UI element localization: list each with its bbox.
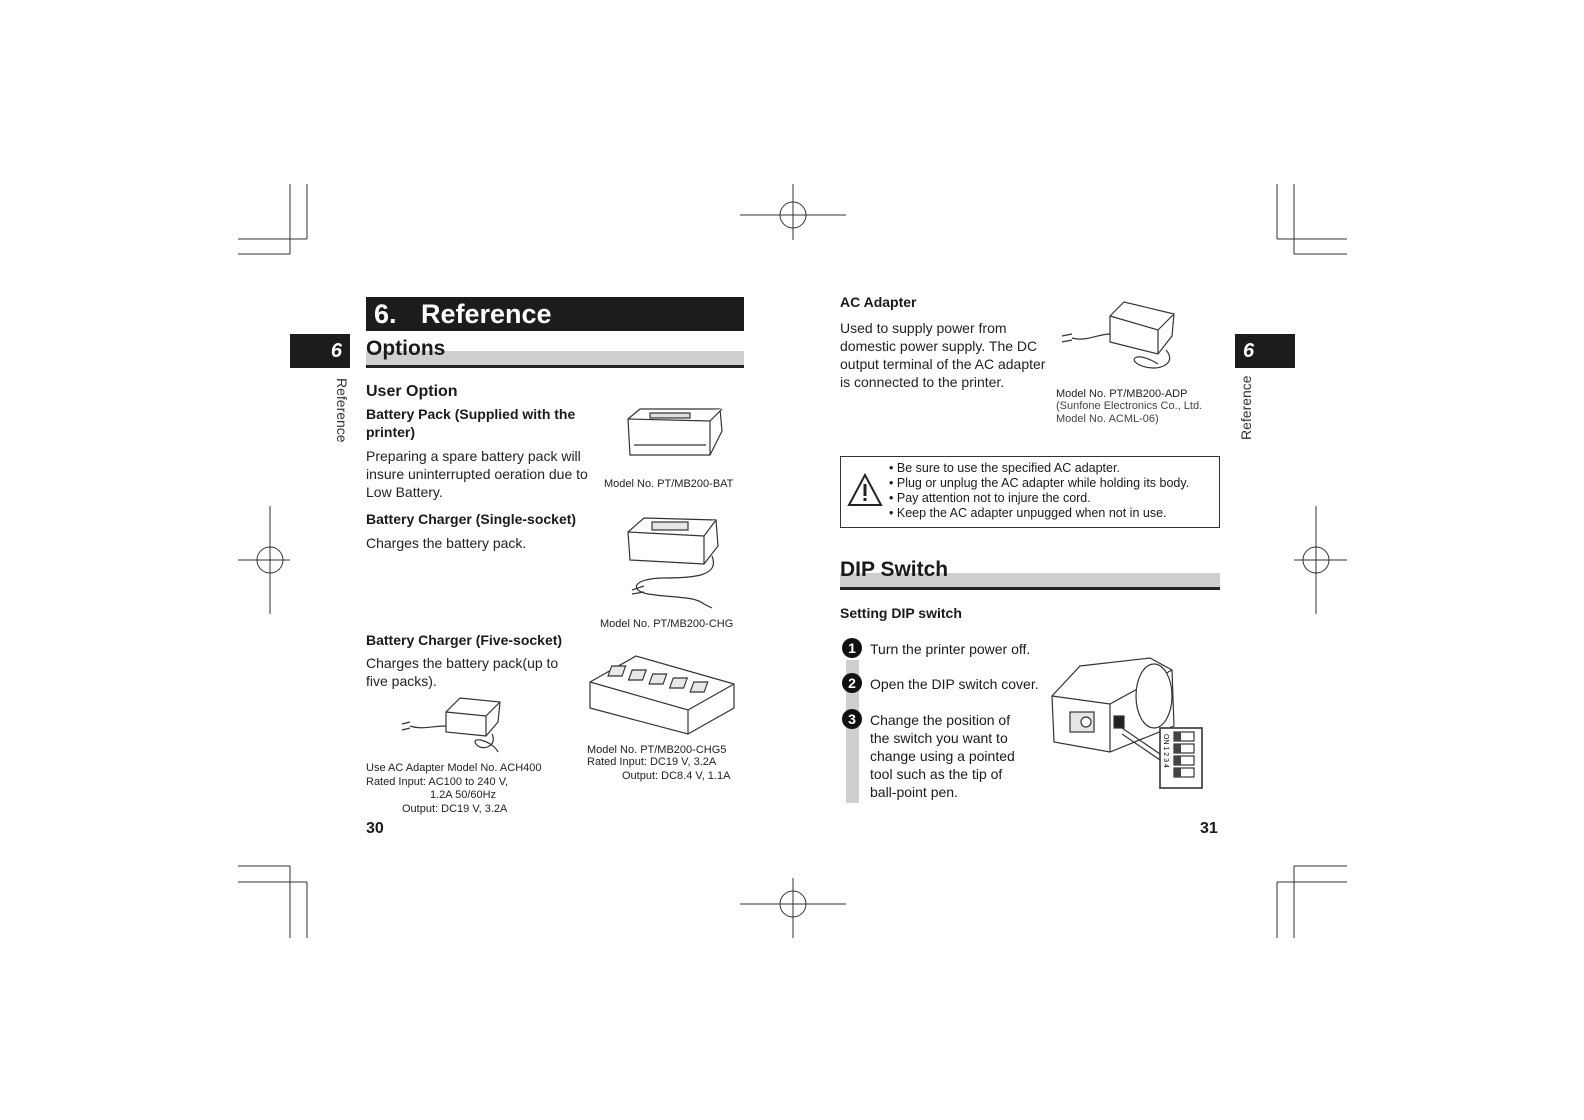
step-number: 3	[842, 709, 862, 729]
charger-single-heading: Battery Charger (Single-socket)	[366, 511, 577, 527]
adapter-note-4: Output: DC19 V, 3.2A	[402, 803, 508, 815]
dip-switch-labels: ON 1 2 3 4	[1162, 734, 1169, 768]
section-title-options: Options	[366, 337, 446, 360]
chapter-banner	[366, 297, 744, 331]
side-label-right: Reference	[1238, 375, 1254, 440]
ac-adapter-text: Used to supply power from domestic power supply. The DC output terminal of the AC adapter is connected to the printer.	[840, 320, 1046, 390]
charger-five-caption-3: Output: DC8.4 V, 1.1A	[622, 770, 731, 782]
step-number: 1	[842, 638, 862, 658]
section-title-dip: DIP Switch	[840, 558, 949, 581]
adapter-note-2: Rated Input: AC100 to 240 V,	[366, 776, 509, 788]
chapter-number: 6.	[374, 299, 397, 329]
battery-pack-heading: Battery Pack (Supplied with the printer)	[366, 406, 576, 440]
caution-box	[840, 456, 1220, 528]
ac-adapter-heading: AC Adapter	[840, 296, 917, 310]
dip-subheading: Setting DIP switch	[840, 605, 962, 621]
step-text: Turn the printer power off.	[870, 641, 1031, 657]
chapter-title: Reference	[421, 299, 552, 329]
charger-five-image	[586, 654, 738, 738]
adapter-note-3: 1.2A 50/60Hz	[430, 789, 497, 801]
chapter-tab-right: 6	[1235, 334, 1295, 368]
battery-pack-text: Preparing a spare battery pack will insure uninterrupted oeration due to Low Battery.	[366, 448, 588, 500]
ac-adapter-caption-2: (Sunfone Electronics Co., Ltd.	[1056, 400, 1203, 412]
charger-single-caption: Model No. PT/MB200-CHG	[600, 618, 734, 630]
battery-pack-image	[620, 405, 730, 463]
charger-single-image	[624, 516, 728, 616]
page-number-left: 30	[366, 820, 384, 837]
ac-adapter-image-left	[402, 696, 532, 760]
user-option-heading: User Option	[366, 383, 458, 400]
charger-five-heading: Battery Charger (Five-socket)	[366, 632, 563, 648]
ac-adapter-caption-3: Model No. ACML-06)	[1056, 413, 1159, 425]
chapter-tab-left: 6	[290, 334, 350, 368]
caution-item: • Pay attention not to injure the cord.	[889, 491, 1189, 506]
step-text: Change the position of the switch you want to change using a pointed tool such as the tip of ball-point pen.	[870, 712, 1015, 800]
ac-adapter-image-right	[1062, 302, 1182, 374]
ac-adapter-caption-1: Model No. PT/MB200-ADP	[1056, 388, 1188, 400]
warning-icon	[847, 473, 883, 507]
side-label-left: Reference	[334, 378, 350, 443]
caution-item: • Plug or unplug the AC adapter while holding its body.	[889, 476, 1189, 491]
battery-pack-caption: Model No. PT/MB200-BAT	[604, 478, 734, 490]
page-number-right: 31	[1200, 820, 1218, 837]
charger-five-caption-2: Rated Input: DC19 V, 3.2A	[587, 756, 717, 768]
caution-item: • Be sure to use the specified AC adapter.	[889, 461, 1189, 476]
caution-item: • Keep the AC adapter unpugged when not in use.	[889, 506, 1189, 521]
step-text: Open the DIP switch cover.	[870, 676, 1039, 692]
charger-five-caption-1: Model No. PT/MB200-CHG5	[587, 744, 727, 756]
charger-five-text: Charges the battery pack(up to five packs).	[366, 655, 559, 689]
printer-dip-image	[1050, 656, 1210, 796]
step-number: 2	[842, 673, 862, 693]
charger-single-text: Charges the battery pack.	[366, 535, 527, 551]
caution-list	[889, 461, 1189, 521]
adapter-note-1: Use AC Adapter Model No. ACH400	[366, 762, 542, 774]
